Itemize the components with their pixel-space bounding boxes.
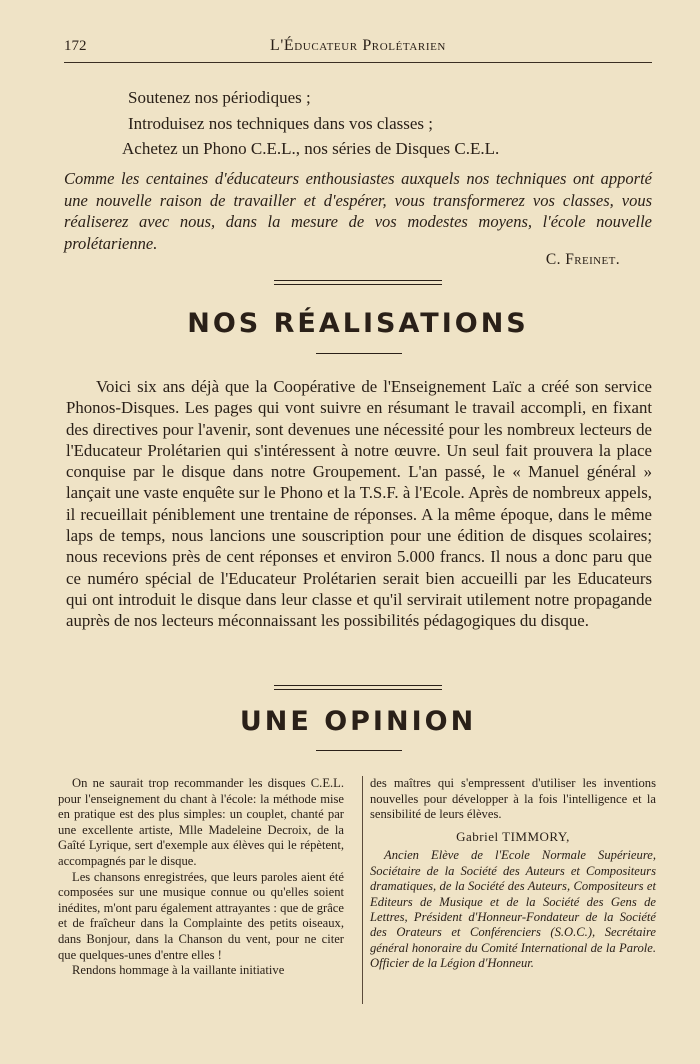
section-title: UNE OPINION — [239, 706, 477, 737]
title-underline — [316, 353, 402, 354]
column-divider — [362, 776, 363, 1004]
author-name: Gabriel TIMMORY, — [456, 828, 570, 844]
opinion-right-column — [370, 776, 656, 972]
opinion-left-column — [58, 776, 344, 979]
slogan-line: Introduisez nos techniques dans vos classes ; — [128, 114, 433, 133]
section-title: NOS RÉALISATIONS — [187, 308, 529, 339]
journal-title: L'Éducateur Prolétarien — [270, 37, 446, 54]
body-paragraph: Voici six ans déjà que la Coopérative de l'Enseignement Laïc a créé son service Phonos-Disques. Les pages qui vont suivre en résumant le travail accompli, en fixant des directives pour l'avenir, sont devenues une nécessité pour les nombreux lecteurs de l'Educateur Prolétarien qui s'intéressent à notre œuvre. Un seul fait prouvera la place conquise par le disque dans notre Groupement. L'an passé, le « Manuel général » lançait une vaste enquête sur le Phono et la T.S.F. à l'Ecole. Après de nombreux appels, il recueillait péniblement une trentaine de réponses. A la même époque, dans le même laps de temps, nous lancions une souscription pour une édition de disques scolaires; nous recevions près de cent réponses et environ 5.000 francs. Il nous a donc paru que ce numéro spécial de l'Educateur Prolétarien serait bien accueilli par les Educateurs qui ont introduit le disque dans leur classe et qu'il servirait utilement notre propagande auprès de nos lecteurs méconnaissant les possibilités pédagogiques du disque. — [66, 377, 652, 631]
section-divider — [274, 280, 442, 285]
italic-exhortation: Comme les centaines d'éducateurs enthousiastes auxquels nos techniques ont apporté une nouvelle raison de travailler et d'espérer, vous transformerez vos classes, vous réaliserez avec nous, dans la mesure de vos modestes moyens, l'école nouvelle prolétarienne. — [64, 169, 652, 253]
opinion-paragraph: On ne saurait trop recommander les disques C.E.L. pour l'enseignement du chant à l'école: la méthode mise en pratique est des plus simples: un couplet, chanté par une excellente artiste, Mlle Madeleine Decroix, de la Gaîté Lyrique, sert d'exemple aux élèves qui le répètent, accompagnés par le disque. — [58, 776, 344, 868]
section-divider — [274, 685, 442, 690]
running-header — [64, 36, 652, 63]
opinion-paragraph: des maîtres qui s'empressent d'utiliser les inventions nouvelles pour développer à la fois l'intelligence et la sensibilité de leurs élèves. — [370, 776, 656, 822]
title-underline — [316, 750, 402, 751]
page-number: 172 — [64, 38, 87, 54]
slogan-line: Soutenez nos périodiques ; — [128, 88, 311, 107]
opinion-paragraph: Rendons hommage à la vaillante initiative — [72, 963, 285, 978]
slogan-line: Achetez un Phono C.E.L., nos séries de Disques C.E.L. — [122, 139, 500, 158]
author-credentials: Ancien Elève de l'Ecole Normale Supérieure, Sociétaire de la Société des Auteurs et Compositeurs dramatiques, de la Société des Auteurs, Compositeurs et Editeurs de Musique et de la Société des Gens de Lettres, Président d'Honneur-Fondateur de la Société des Orateurs et Conférenciers (S.O.C.), Secrétaire général honoraire du Comité International de la Parole. Officier de la Légion d'Honneur. — [370, 848, 656, 971]
signature: C. Freinet. — [545, 251, 620, 268]
opinion-paragraph: Les chansons enregistrées, que leurs paroles aient été composées sur une musique connue ou qu'elles soient inédites, m'ont paru également attrayantes : que de grâce et de fraîcheur dans la Complainte des petits oiseaux, dans Bonjour, dans la Chanson du vent, pour ne citer que quelques-unes d'entre elles ! — [58, 869, 344, 962]
